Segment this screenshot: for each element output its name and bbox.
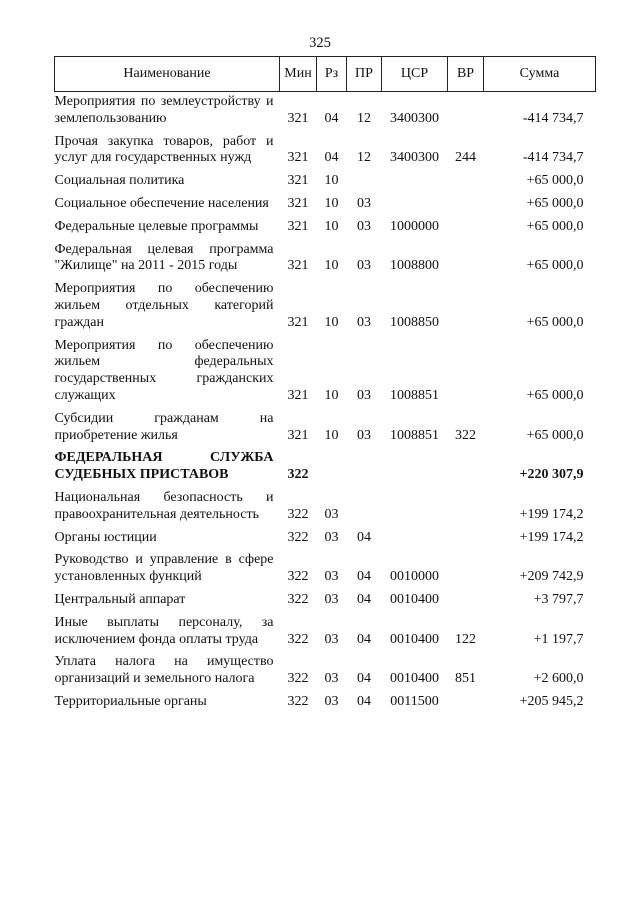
row-rz: 10 xyxy=(324,314,339,330)
row-csr: 0010400 xyxy=(390,671,439,687)
table-row xyxy=(55,648,596,688)
table-row xyxy=(55,524,596,547)
row-vr xyxy=(448,546,484,586)
header-rz: Рз xyxy=(317,57,347,92)
row-sum: +209 742,9 xyxy=(519,569,584,585)
row-rz: 03 xyxy=(324,591,339,607)
row-rz: 03 xyxy=(324,631,339,647)
row-csr: 0011500 xyxy=(390,693,439,709)
row-sum: +3 797,7 xyxy=(533,591,584,607)
row-csr xyxy=(382,484,448,524)
table-row xyxy=(55,586,596,609)
table-row xyxy=(55,190,596,213)
page-number: 325 xyxy=(309,35,331,51)
row-name: Федеральные целевые программы xyxy=(54,218,259,234)
table-row xyxy=(55,444,596,484)
row-rz: 04 xyxy=(324,150,339,166)
row-vr xyxy=(448,213,484,236)
row-min: 322 xyxy=(287,591,309,607)
row-pr: 12 xyxy=(357,150,371,166)
row-min: 322 xyxy=(287,506,309,522)
row-vr xyxy=(448,524,484,547)
row-csr xyxy=(382,524,448,547)
row-pr: 03 xyxy=(357,314,371,330)
row-sum: +199 174,2 xyxy=(519,506,584,522)
header-pr: ПР xyxy=(347,57,382,92)
table-row xyxy=(55,405,596,445)
row-name: Мероприятия по обеспечению жильем отдельных категорий граждан xyxy=(54,281,274,330)
row-name: Центральный аппарат xyxy=(54,591,186,607)
row-name: Мероприятия по обеспечению жильем федеральных государственных гражданских служащих xyxy=(54,337,274,403)
row-pr: 03 xyxy=(357,218,371,234)
row-rz: 10 xyxy=(324,195,339,211)
row-csr xyxy=(382,190,448,213)
row-pr: 04 xyxy=(357,631,371,647)
row-csr: 0010400 xyxy=(390,591,439,607)
row-sum: +199 174,2 xyxy=(519,529,584,545)
row-min: 322 xyxy=(287,467,309,483)
table-row xyxy=(55,128,596,168)
row-pr xyxy=(347,484,382,524)
row-rz: 10 xyxy=(324,218,339,234)
row-csr: 3400300 xyxy=(390,110,439,126)
row-rz: 10 xyxy=(324,387,339,403)
row-csr xyxy=(382,167,448,190)
row-min: 322 xyxy=(287,529,309,545)
row-sum: +65 000,0 xyxy=(526,173,584,189)
table-row xyxy=(55,546,596,586)
row-min: 321 xyxy=(287,387,309,403)
row-vr: 122 xyxy=(455,631,476,647)
row-min: 321 xyxy=(287,150,309,166)
row-vr xyxy=(448,332,484,405)
row-sum: +65 000,0 xyxy=(526,258,584,274)
row-sum: +1 197,7 xyxy=(533,631,584,647)
header-sum: Сумма xyxy=(484,57,596,92)
row-vr: 851 xyxy=(455,671,476,687)
row-sum: +65 000,0 xyxy=(526,314,584,330)
row-vr xyxy=(448,190,484,213)
row-csr xyxy=(382,444,448,484)
row-vr xyxy=(448,444,484,484)
row-sum: -414 734,7 xyxy=(522,150,584,166)
row-rz: 04 xyxy=(324,110,339,126)
row-pr xyxy=(347,167,382,190)
row-sum: +2 600,0 xyxy=(533,671,584,687)
row-rz: 03 xyxy=(324,529,339,545)
row-pr: 04 xyxy=(357,529,371,545)
header-min: Мин xyxy=(280,57,317,92)
row-min: 321 xyxy=(287,314,309,330)
table-row xyxy=(55,332,596,405)
row-rz: 03 xyxy=(324,506,339,522)
table-row xyxy=(55,92,596,128)
row-name: Иные выплаты персоналу, за исключением фонда оплаты труда xyxy=(54,614,274,647)
row-min: 322 xyxy=(287,671,309,687)
row-csr: 1008850 xyxy=(390,314,439,330)
table-row xyxy=(55,213,596,236)
row-sum: -414 734,7 xyxy=(522,110,584,126)
row-pr: 03 xyxy=(357,427,371,443)
row-vr: 322 xyxy=(455,427,476,443)
row-name: Социальная политика xyxy=(54,173,185,189)
row-name: Национальная безопасность и правоохранительная деятельность xyxy=(54,489,274,522)
row-rz: 03 xyxy=(324,569,339,585)
row-name: ФЕДЕРАЛЬНАЯ СЛУЖБА СУДЕБНЫХ ПРИСТАВОВ xyxy=(54,450,274,483)
row-rz: 03 xyxy=(324,693,339,709)
row-pr: 04 xyxy=(357,591,371,607)
row-min: 321 xyxy=(287,195,309,211)
row-pr: 03 xyxy=(357,387,371,403)
header-csr: ЦСР xyxy=(382,57,448,92)
row-pr: 04 xyxy=(357,671,371,687)
row-rz xyxy=(317,444,347,484)
row-csr: 0010400 xyxy=(390,631,439,647)
row-csr: 1000000 xyxy=(390,218,439,234)
row-name: Территориальные органы xyxy=(54,693,207,709)
row-name: Прочая закупка товаров, работ и услуг для государственных нужд xyxy=(54,133,274,166)
row-sum: +205 945,2 xyxy=(519,693,584,709)
row-rz: 10 xyxy=(324,258,339,274)
row-pr: 03 xyxy=(357,258,371,274)
row-min: 321 xyxy=(287,173,309,189)
row-min: 321 xyxy=(287,427,309,443)
row-name: Руководство и управление в сфере установленных функций xyxy=(54,552,274,585)
row-vr xyxy=(448,236,484,276)
row-vr xyxy=(448,275,484,331)
budget-table xyxy=(54,56,596,711)
row-csr: 3400300 xyxy=(390,150,439,166)
row-vr: 244 xyxy=(455,150,476,166)
row-sum: +65 000,0 xyxy=(526,195,584,211)
header-vr: ВР xyxy=(448,57,484,92)
row-sum: +65 000,0 xyxy=(526,387,584,403)
table-row xyxy=(55,609,596,649)
row-csr: 0010000 xyxy=(390,569,439,585)
row-name: Субсидии гражданам на приобретение жилья xyxy=(54,410,274,443)
row-pr: 04 xyxy=(357,569,371,585)
row-name: Социальное обеспечение населения xyxy=(54,195,269,211)
row-name: Федеральная целевая программа "Жилище" на 2011 - 2015 годы xyxy=(54,241,274,274)
row-rz: 03 xyxy=(324,671,339,687)
row-vr xyxy=(448,688,484,711)
table-body xyxy=(55,92,596,711)
row-csr: 1008851 xyxy=(390,387,439,403)
table-row xyxy=(55,275,596,331)
row-pr: 12 xyxy=(357,110,371,126)
table-row xyxy=(55,167,596,190)
table-row xyxy=(55,484,596,524)
row-min: 321 xyxy=(287,218,309,234)
row-csr: 1008800 xyxy=(390,258,439,274)
row-pr: 03 xyxy=(357,195,371,211)
row-min: 321 xyxy=(287,258,309,274)
row-min: 322 xyxy=(287,569,309,585)
row-sum: +65 000,0 xyxy=(526,218,584,234)
row-vr xyxy=(448,586,484,609)
row-rz: 10 xyxy=(324,173,339,189)
row-min: 321 xyxy=(287,110,309,126)
row-rz: 10 xyxy=(324,427,339,443)
row-name: Уплата налога на имущество организаций и земельного налога xyxy=(54,654,274,687)
row-name: Мероприятия по землеустройству и землепользованию xyxy=(54,94,274,126)
header-name: Наименование xyxy=(55,57,280,92)
row-pr: 04 xyxy=(357,693,371,709)
row-sum: +220 307,9 xyxy=(519,467,584,483)
row-min: 322 xyxy=(287,693,309,709)
row-sum: +65 000,0 xyxy=(526,427,584,443)
row-csr: 1008851 xyxy=(390,427,439,443)
row-pr xyxy=(347,444,382,484)
table-header xyxy=(55,57,596,92)
row-name: Органы юстиции xyxy=(54,529,157,545)
table-row xyxy=(55,236,596,276)
table-row xyxy=(55,688,596,711)
row-vr xyxy=(448,484,484,524)
row-vr xyxy=(448,167,484,190)
row-min: 322 xyxy=(287,631,309,647)
header-row xyxy=(55,57,596,92)
row-vr xyxy=(448,92,484,128)
